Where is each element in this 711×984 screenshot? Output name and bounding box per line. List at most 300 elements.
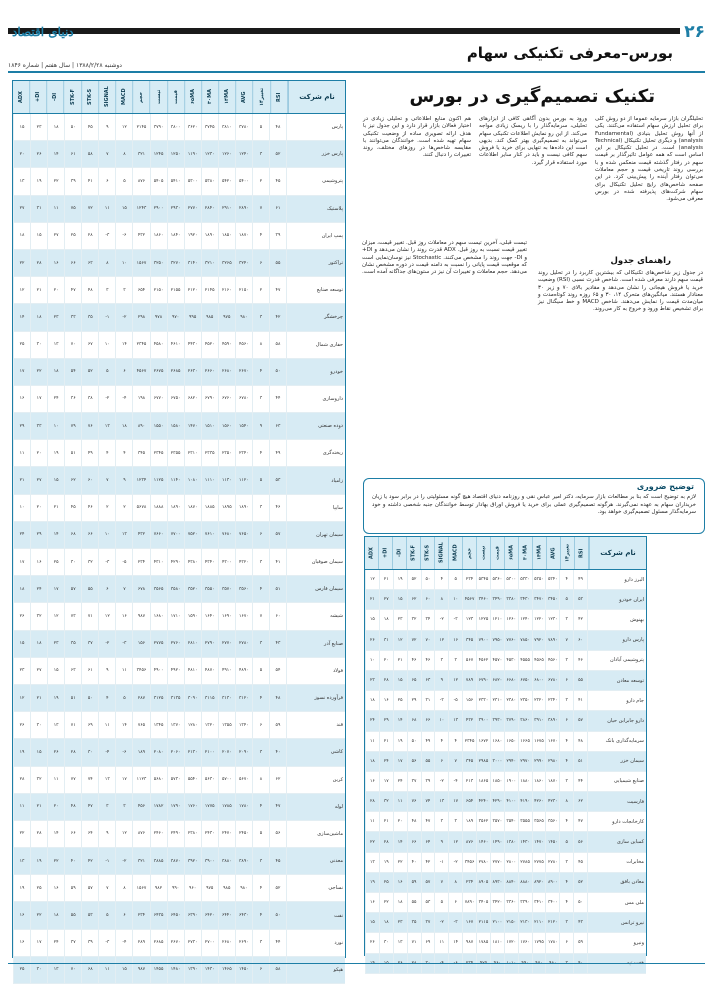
table-cell: ۴۰ (407, 853, 421, 872)
table-row (13, 658, 345, 685)
table-cell: ۳۲ (407, 610, 421, 629)
table-cell: ۳۴۶۰ (476, 590, 490, 609)
table-cell: ۲۳۴۵ (150, 440, 167, 466)
table-cell: ۱۸۹۵ (218, 495, 235, 521)
table-cell: ۳۱۴۰ (184, 250, 201, 276)
table-row (365, 913, 646, 933)
table-cell: ۱۷۷۵ (201, 794, 218, 820)
table-cell: ۲۶۸۵ (150, 930, 167, 956)
table-cell: ۷ (448, 752, 462, 771)
table-cell: ۵۳۴۰ (545, 570, 559, 589)
table-cell: ۱۴ (393, 832, 407, 851)
table-cell: ۳۵۶۵ (150, 576, 167, 602)
table-cell: ۹۸۰ (235, 304, 252, 330)
table-row (365, 631, 646, 651)
table-cell: ۴۵ (269, 168, 286, 194)
table-cell: ۳۲ (30, 603, 47, 629)
table-cell: ۱۷۹۰ (167, 794, 184, 820)
table-cell: ۸۷۶ (462, 832, 476, 851)
company-name-cell: خودرو (286, 359, 345, 385)
table-cell: ۱۱ (365, 812, 379, 831)
table-cell: ۲۳ (13, 658, 30, 684)
table-cell: ۳۴۵۶ (132, 658, 149, 684)
table-cell: ۴۷ (573, 812, 587, 831)
table-row (13, 114, 345, 141)
table-cell: ۷ (98, 875, 115, 901)
company-name-cell: البرز دارو (587, 570, 646, 589)
table-cell: ۳۷۹۰ (504, 711, 518, 730)
table-row (13, 196, 345, 223)
table-cell: ۲۹۸ (132, 304, 149, 330)
table-cell: ۲۱ (13, 467, 30, 493)
table-cell: ۱۱ (98, 712, 115, 738)
table-cell: ۱۹ (393, 732, 407, 751)
column-header: RSI (575, 537, 589, 569)
table-cell: ۱۸ (30, 304, 47, 330)
table-cell: ۳ (98, 277, 115, 303)
table-cell: ۲۳۳۰ (476, 691, 490, 710)
table-cell: ۷ (98, 141, 115, 167)
column-header: STK-S (82, 81, 99, 113)
table-cell: ۶۷۸ (132, 576, 149, 602)
table-cell: ۲۶۹۰ (235, 930, 252, 956)
left-table-body (13, 114, 345, 984)
table-cell: ۵۳۵۰ (532, 570, 546, 589)
table-cell: ۵۳ (81, 902, 98, 928)
table-cell: ۳۵۶۰ (545, 812, 559, 831)
table-cell: ۲۸۹۰ (235, 196, 252, 222)
company-name-cell: کاشی (286, 739, 345, 765)
company-name-cell: نفت (286, 902, 345, 928)
table-cell: ۱۰ (448, 590, 462, 609)
table-cell: ۳۵۶۰ (235, 576, 252, 602)
company-name-cell: پتروشیمی (286, 168, 345, 194)
table-cell: ۳۸۶۰ (518, 711, 532, 730)
table-cell: ۵۵ (573, 671, 587, 690)
table-cell: ۴۷ (421, 812, 435, 831)
table-row (13, 603, 345, 630)
table-cell: ۳ (252, 304, 269, 330)
table-cell: ۲۴ (13, 522, 30, 548)
table-cell: ۲۵ (47, 549, 64, 575)
company-name-cell: جام دارو (587, 691, 646, 710)
table-cell: ۲۳۴۰ (545, 691, 559, 710)
table-cell: ۳ (115, 794, 132, 820)
table-cell: ۲۱ (393, 651, 407, 670)
table-cell: ۲۰۶۰ (167, 739, 184, 765)
table-cell: ۴۳۲ (132, 223, 149, 249)
table-cell: ۶ (448, 893, 462, 912)
table-cell: ۱۲۵۰ (167, 141, 184, 167)
table-cell: ۵ (448, 570, 462, 589)
table-cell: ۶ (98, 576, 115, 602)
table-cell: ۴۹۱۰ (218, 658, 235, 684)
table-cell: -۳ (98, 930, 115, 956)
table-cell: ۷۸۹ (462, 671, 476, 690)
table-cell: ۷ (434, 873, 448, 892)
table-cell: ۴۵۸۰ (150, 332, 167, 358)
company-name-cell: پلاستیک (286, 196, 345, 222)
table-cell: ۲۰ (13, 141, 30, 167)
table-row (365, 792, 646, 812)
table-cell: ۵ (252, 114, 269, 140)
table-cell: ۲۶۸۵ (167, 359, 184, 385)
company-name-cell: فولاد (286, 658, 345, 684)
table-cell: ۲۱۵۰ (504, 913, 518, 932)
table-row (365, 853, 646, 873)
table-cell: ۱۵ (13, 114, 30, 140)
table-cell: ۷۴ (81, 767, 98, 793)
table-cell: ۳۹ (81, 930, 98, 956)
table-cell: ۳۷۹۰ (150, 114, 167, 140)
table-cell: ۱۱۹۰ (184, 141, 201, 167)
table-cell: ۳۸۱۰ (218, 114, 235, 140)
table-cell: ۲۶ (47, 739, 64, 765)
table-cell: ۳۴۵۶ (462, 853, 476, 872)
table-row (365, 752, 646, 772)
table-cell: ۴۵ (64, 495, 81, 521)
table-row (13, 821, 345, 848)
article-column-1: تحلیلگران بازار سرمایه عموما از دو روش کلی برای تحلیل ارزش سهام استفاده می‌کنند. یکی از آنها روش تحلیل بنیادی (Fundamental analysis) و دیگری تحلیل تکنیکال (Technical analysis) است. در تحلیل تکنیکال بر این اساس است که همه عوامل تاثیرگذار بر قیمت سهم در رفتار گذشته قیمت منعکس شده و با بررسی روند تاریخی قیمت و حجم معاملات می‌توان رفتار آینده را پیش‌بینی کرد. در این صفحه شاخص‌های رایج تحلیل تکنیکال برای سهام شرکت‌های پذیرفته شده در بورس معرفی می‌شود. (595, 116, 703, 203)
table-cell: ۶۶ (421, 711, 435, 730)
table-cell: ۶۶۸۰ (504, 671, 518, 690)
table-cell: ۲۸ (30, 250, 47, 276)
table-cell: ۵۰ (421, 570, 435, 589)
table-cell: ۳۴۱۰ (532, 893, 546, 912)
table-cell: ۵۶ (573, 832, 587, 851)
table-cell: ۴۶ (421, 651, 435, 670)
table-cell: ۳ (434, 651, 448, 670)
table-cell: ۵۶۷۸ (132, 495, 149, 521)
table-cell: ۲۵ (393, 691, 407, 710)
table-cell: ۱۴ (115, 332, 132, 358)
table-cell: ۴۲۹۰ (167, 549, 184, 575)
table-cell: ۱۳ (47, 332, 64, 358)
column-header: +DI (379, 537, 393, 569)
table-cell: ۱۲۳۰ (201, 141, 218, 167)
table-cell: ۱۴۶۵ (218, 957, 235, 983)
company-name-cell: ایران خودرو (587, 590, 646, 609)
table-cell: ۳۱۲۰ (235, 685, 252, 711)
table-cell: ۱۸۸۰ (518, 772, 532, 791)
left-technical-table (12, 80, 346, 973)
table-cell: ۴۵۵۵ (518, 651, 532, 670)
company-name-cell: کربن (286, 767, 345, 793)
table-cell: ۹۶۰ (184, 875, 201, 901)
table-cell: ۶ (434, 752, 448, 771)
table-cell: ۷۳ (64, 603, 81, 629)
table-cell: ۴۴۳۰ (184, 332, 201, 358)
table-cell: ۱۴۵۵ (150, 957, 167, 983)
table-cell: ۹ (98, 821, 115, 847)
table-cell: ۶۳ (269, 413, 286, 439)
table-cell: ۶ (559, 671, 573, 690)
table-cell: ۳۴۷۰ (532, 590, 546, 609)
table-cell: ۱۱ (13, 440, 30, 466)
table-row (13, 359, 345, 386)
table-cell: ۶۲ (573, 792, 587, 811)
table-cell: ۲۸ (379, 832, 393, 851)
table-cell: ۱۷ (30, 386, 47, 412)
table-cell: ۱۴۷۰ (184, 413, 201, 439)
table-cell: ۱۶ (365, 893, 379, 912)
table-cell: ۱۸ (47, 902, 64, 928)
table-cell: ۴۹۰۰ (150, 658, 167, 684)
table-cell: ۸۹۰۰ (545, 873, 559, 892)
column-header: ADX (365, 537, 379, 569)
table-cell: ۱۴ (47, 141, 64, 167)
table-cell: ۴۸ (81, 277, 98, 303)
table-cell: ۶ (252, 957, 269, 983)
table-cell: ۱۶ (47, 250, 64, 276)
company-name-cell: سایپا (286, 495, 345, 521)
column-header: -DI (47, 81, 64, 113)
table-cell: ۱۷۱۰ (167, 603, 184, 629)
table-cell: ۳۹۰۰ (201, 848, 218, 874)
table-cell: ۸۷۶ (132, 168, 149, 194)
table-cell: ۷۶۵۰ (235, 522, 252, 548)
table-cell: ۱۵۹۰ (184, 603, 201, 629)
table-cell: ۳ (252, 386, 269, 412)
table-cell: ۲۱ (30, 277, 47, 303)
table-row (13, 576, 345, 603)
table-cell: ۱۸۷۰ (184, 495, 201, 521)
table-cell: ۱۶۷۵ (532, 732, 546, 751)
table-cell: ۴۶ (269, 495, 286, 521)
column-header: ADX (13, 81, 30, 113)
table-cell: ۲۱۵۵ (167, 277, 184, 303)
table-cell: ۴ (98, 440, 115, 466)
table-cell: ۳۲ (379, 792, 393, 811)
table-cell: ۳۹ (421, 772, 435, 791)
table-row (13, 332, 345, 359)
column-header: MACD (449, 537, 463, 569)
table-cell: ۶ (98, 168, 115, 194)
table-cell: ۱۲ (98, 603, 115, 629)
table-cell: ۲۱۱۰ (532, 913, 546, 932)
table-cell: ۳۴۵ (462, 631, 476, 650)
table-cell: ۳۸۸۰ (218, 848, 235, 874)
table-cell: ۱۶ (365, 772, 379, 791)
table-cell: ۲۹ (13, 413, 30, 439)
table-cell: ۵۵ (81, 576, 98, 602)
table-cell: ۱۴۶۰ (476, 832, 490, 851)
table-cell: ۲۶ (13, 712, 30, 738)
table-cell: ۳۴۵۰ (545, 590, 559, 609)
table-cell: ۱۵۱۰ (201, 413, 218, 439)
table-cell: ۴ (559, 812, 573, 831)
table-cell: ۳۴۵ (132, 440, 149, 466)
table-cell: ۴۴ (573, 772, 587, 791)
table-cell: ۵۵ (64, 902, 81, 928)
company-name-cell: ونیرو (587, 933, 646, 952)
table-cell: ۱۱ (47, 196, 64, 222)
table-cell: ۳۸۰۰ (167, 114, 184, 140)
table-cell: ۶۷۷۰ (150, 386, 167, 412)
table-cell: ۱۹ (13, 739, 30, 765)
table-cell: ۲۳ (30, 114, 47, 140)
table-cell: ۱۰ (434, 711, 448, 730)
table-cell: ۴۸۱۰ (184, 658, 201, 684)
table-cell: ۴۹ (421, 732, 435, 751)
table-cell: ۴۵ (573, 853, 587, 872)
table-cell: ۱۶۹۰ (218, 603, 235, 629)
table-cell: ۶۵ (407, 671, 421, 690)
table-cell: -۱ (434, 853, 448, 872)
table-cell: ۲۷ (30, 467, 47, 493)
table-cell: -۲ (434, 772, 448, 791)
table-cell: ۲۱۵۰ (235, 277, 252, 303)
table-cell: ۱۲۴۰ (235, 141, 252, 167)
table-cell: ۲۳۵۵ (167, 440, 184, 466)
table-cell: ۱۸۶۵ (476, 772, 490, 791)
table-cell: ۱۵ (30, 739, 47, 765)
table-cell: ۳ (252, 739, 269, 765)
table-cell: ۳۸۸۵ (150, 848, 167, 874)
table-cell: ۱۰۸۰ (184, 467, 201, 493)
table-cell: ۴ (448, 732, 462, 751)
table-cell: ۱۱ (47, 767, 64, 793)
table-cell: ۳۹۱۰ (532, 711, 546, 730)
table-cell: ۲۰ (30, 440, 47, 466)
table-cell: ۱۲۳۰ (545, 610, 559, 629)
table-cell: ۴۸ (269, 114, 286, 140)
table-cell: ۴۰ (64, 848, 81, 874)
table-cell: ۵۶۷ (462, 651, 476, 670)
table-cell: ۱۳۷۰ (167, 712, 184, 738)
table-cell: ۵۴۰۰ (235, 168, 252, 194)
table-cell: ۲۷۷۰ (490, 853, 504, 872)
table-cell: ۲۰ (47, 277, 64, 303)
table-cell: ۳۹ (64, 168, 81, 194)
table-cell: ۴۰ (269, 739, 286, 765)
company-name-cell: نیرو ترانس (587, 913, 646, 932)
table-cell: ۳۵ (81, 304, 98, 330)
table-cell: ۲۰۹۰ (235, 739, 252, 765)
table-cell: ۱۳ (13, 168, 30, 194)
table-cell: ۱۱۳۰ (218, 467, 235, 493)
table-cell: ۱۹ (30, 848, 47, 874)
table-cell: ۲۱۶۰ (218, 277, 235, 303)
table-row (365, 590, 646, 610)
table-cell: ۶۷۶۰ (218, 386, 235, 412)
table-cell: ۲۲ (393, 853, 407, 872)
table-cell: ۸ (252, 332, 269, 358)
table-cell: ۲۹ (30, 522, 47, 548)
table-cell: ۱۱ (434, 933, 448, 952)
table-cell: ۲۵ (30, 875, 47, 901)
table-cell: ۵۷۰۰ (218, 767, 235, 793)
table-cell: ۳۶۲۰ (184, 114, 201, 140)
table-cell: ۳۴۵ (462, 752, 476, 771)
table-cell: ۲۱ (379, 732, 393, 751)
table-cell: ۳ (434, 812, 448, 831)
table-cell: ۵۸ (269, 332, 286, 358)
table-cell: ۳۹۲۰ (184, 848, 201, 874)
table-cell: ۴ (252, 440, 269, 466)
company-name-cell: پارس دارو (587, 631, 646, 650)
table-cell: ۵۱ (64, 685, 81, 711)
table-cell: -۴ (98, 739, 115, 765)
table-cell: ۲۶۷۵ (150, 359, 167, 385)
table-cell: ۱۲ (448, 671, 462, 690)
company-name-cell: مخابرات (587, 853, 646, 872)
table-cell: ۳ (252, 848, 269, 874)
table-cell: ۱۹ (365, 873, 379, 892)
table-cell: ۲۳۴۵ (462, 732, 476, 751)
table-cell: ۱۴ (393, 711, 407, 730)
table-cell: ۱۳ (115, 522, 132, 548)
table-row (13, 685, 345, 712)
table-row (365, 893, 646, 913)
table-cell: ۲۴۵۰ (235, 821, 252, 847)
table-cell: ۳ (252, 141, 269, 167)
table-cell: ۱۶۵۰ (504, 732, 518, 751)
table-cell: ۱۵ (393, 590, 407, 609)
table-cell: ۱۹۸ (132, 386, 149, 412)
table-cell: ۱۸۵۰ (490, 772, 504, 791)
table-cell: ۹۸۷ (462, 933, 476, 952)
table-cell: ۱۸۸۸ (150, 495, 167, 521)
table-cell: ۱۴ (448, 933, 462, 952)
table-cell: ۲۰ (379, 651, 393, 670)
company-name-cell: ریخته‌گری (286, 440, 345, 466)
table-cell: ۳۴۰۵ (476, 893, 490, 912)
table-cell: ۲۷۷۰ (184, 196, 201, 222)
table-cell: ۱۷ (448, 792, 462, 811)
table-cell: ۱۳ (47, 957, 64, 983)
table-cell: ۴۵۹۰ (218, 332, 235, 358)
company-name-cell: تراکتور (286, 250, 345, 276)
table-cell: ۱۶ (393, 873, 407, 892)
table-cell: ۷۲ (81, 196, 98, 222)
table-cell: ۱۶ (30, 549, 47, 575)
company-name-cell: توسعه معادن (587, 671, 646, 690)
table-cell: ۳۴۰۰ (545, 893, 559, 912)
table-cell: ۳۵ (64, 631, 81, 657)
table-cell: ۲۸۰۰ (504, 853, 518, 872)
table-cell: ۱۸ (115, 413, 132, 439)
table-cell: ۷۱ (64, 712, 81, 738)
table-cell: ۱۶ (47, 875, 64, 901)
table-cell: ۹۷۸ (150, 304, 167, 330)
table-row (13, 767, 345, 794)
table-cell: ۲۸ (365, 792, 379, 811)
column-header: ۱۴MA (219, 81, 236, 113)
company-name-cell: داروسازی (286, 386, 345, 412)
table-cell: ۶۵۴ (132, 277, 149, 303)
footer-rule (8, 963, 705, 964)
table-cell: ۲۸۴۰ (201, 196, 218, 222)
table-cell: ۳ (252, 631, 269, 657)
table-cell: ۱۲۶۰ (218, 141, 235, 167)
table-cell: ۶۸۲۰ (490, 671, 504, 690)
table-cell: ۳۵۶۵ (532, 812, 546, 831)
table-cell: ۱۵ (30, 223, 47, 249)
table-cell: ۶۴ (81, 821, 98, 847)
company-name-cell: معدنی (286, 848, 345, 874)
header-rule (8, 71, 705, 73)
table-cell: ۴۱ (81, 168, 98, 194)
column-header: تیست (477, 537, 491, 569)
table-cell: ۶۹ (421, 933, 435, 952)
company-name-cell: حفاری شمال (286, 332, 345, 358)
table-cell: ۶۴۳۰ (235, 902, 252, 928)
table-row (13, 141, 345, 168)
table-cell: ۳ (98, 794, 115, 820)
table-cell: ۳۰۰۰ (490, 752, 504, 771)
table-cell: ۱۵ (393, 671, 407, 690)
